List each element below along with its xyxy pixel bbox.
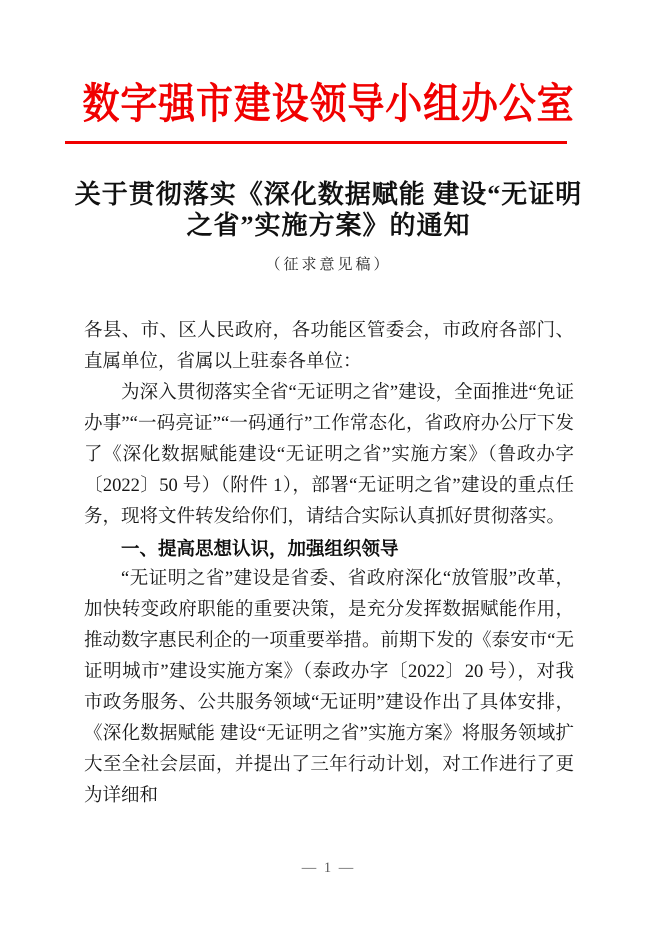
document-body [84,316,574,812]
document-title-line2: 之省”实施方案》的通知 [186,211,471,240]
section-1-heading: 一、提高思想认识，加强组织领导 [121,538,399,559]
section-1-paragraph: “无证明之省”建设是省委、省政府深化“放管服”改革，加快转变政府职能的重要决策，是充分发挥数据赋能作用，推动数字惠民利企的一项重要举措。前期下发的《泰安市“无证明城市”建设实施方案》（泰政办字〔2022〕20 号），对我市政务服务、公共服务领域“无证明”建设作出了具体安排，《深化数据赋能 建设“无证明之省”实施方案》将服务领域扩大至全社会层面，并提出了三年行动计划，对工作进行了更为详细和 [84,569,574,806]
masthead-title [0,80,657,130]
document-title [48,179,609,241]
document-title-line1: 关于贯彻落实《深化数据赋能 建设“无证明 [74,180,583,209]
document-subtitle: （征求意见稿） [265,257,392,273]
masthead-divider-line [65,141,567,144]
masthead-title-text: 数字强市建设领导小组办公室 [82,82,575,128]
salutation-paragraph: 各县、市、区人民政府，各功能区管委会，市政府各部门、直属单位，省属以上驻泰各单位： [84,321,574,372]
intro-paragraph: 为深入贯彻落实全省“无证明之省”建设，全面推进“免证办事”“一码亮证”“一码通行”工作常态化，省政府办公厅下发了《深化数据赋能建设“无证明之省”实施方案》（鲁政办字〔2022〕50 号）（附件 1），部署“无证明之省”建设的重点任务，现将文件转发给你们，请结合实际认真抓好贯彻落实。 [84,383,574,527]
page-number: — 1 — [301,860,356,876]
